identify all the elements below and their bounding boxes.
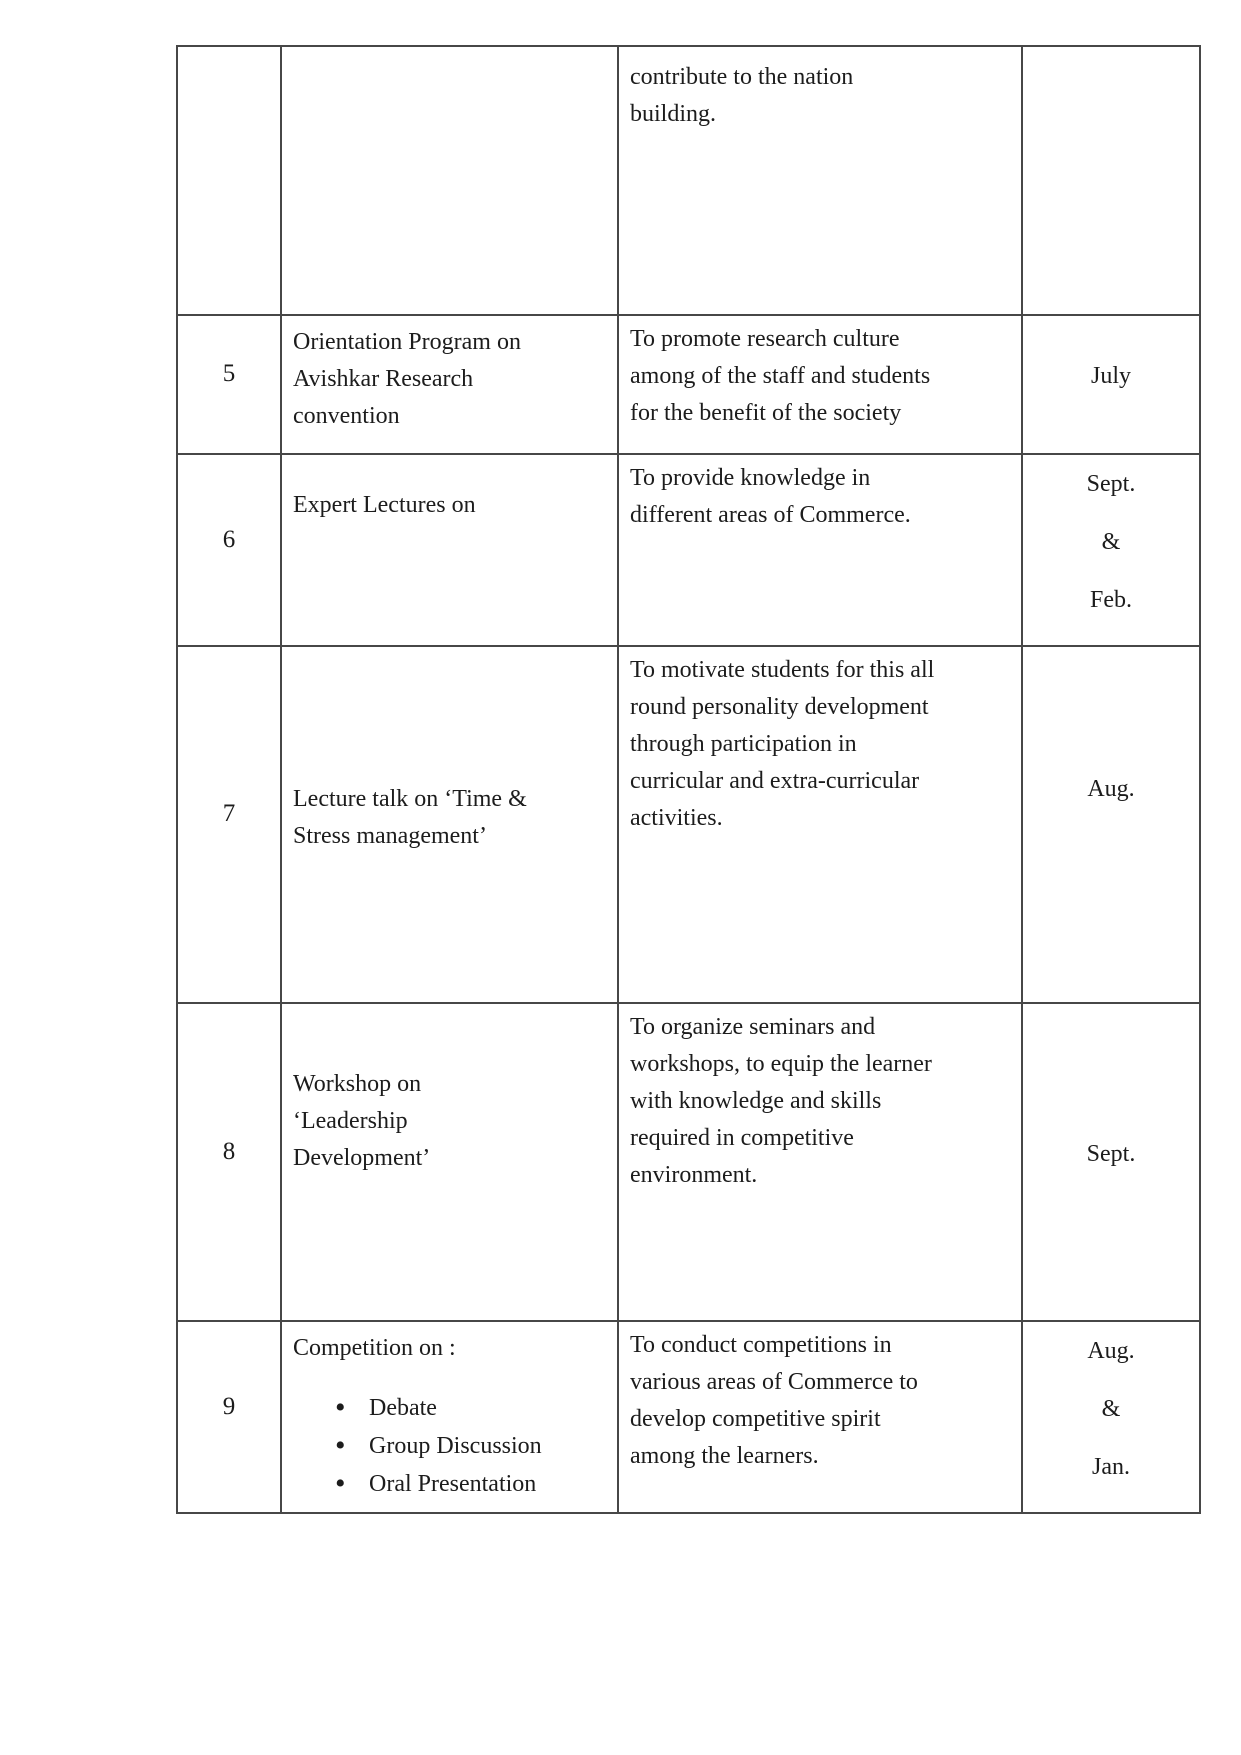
bullet-list-item: • Oral Presentation: [335, 1465, 609, 1503]
month-cell: [1022, 646, 1200, 1003]
objective-line: To conduct competitions in: [630, 1332, 892, 1358]
month-text: Sept.: [1086, 1140, 1136, 1167]
objective-line: To promote research culture: [630, 326, 900, 352]
month-cell: [1022, 454, 1200, 646]
activity-bullet-list: [293, 1389, 609, 1503]
month-text: Jan.: [1092, 1454, 1130, 1480]
bullet-list-item: • Debate: [335, 1389, 609, 1427]
objective-cell: [618, 315, 1022, 454]
table-row-9: [177, 1321, 1200, 1513]
month-text: Aug.: [1087, 776, 1135, 802]
sr-no-cell: [177, 46, 281, 315]
objective-line: activities.: [630, 805, 723, 831]
month-text: Feb.: [1090, 587, 1132, 613]
objective-line: develop competitive spirit: [630, 1406, 881, 1432]
objective-line: among the learners.: [630, 1443, 819, 1469]
month-cell: [1022, 315, 1200, 454]
objective-line: building.: [630, 101, 717, 127]
objective-line: To provide knowledge in: [630, 465, 871, 491]
month-text: Aug.: [1087, 1338, 1135, 1364]
activity-cell-empty: [281, 46, 618, 315]
activity-cell: [281, 454, 618, 646]
objective-line: contribute to the nation: [630, 64, 854, 90]
month-cell: [1022, 1003, 1200, 1321]
objective-line: curricular and extra-curricular: [630, 768, 920, 794]
activity-line: Stress management’: [293, 822, 487, 849]
sr-no-cell: 8: [177, 1003, 281, 1321]
activity-line: Competition on :: [293, 1335, 456, 1361]
objective-line: for the benefit of the society: [630, 400, 902, 426]
activity-cell: [281, 1321, 618, 1513]
activity-cell: [281, 315, 618, 454]
objective-line: environment.: [630, 1162, 758, 1188]
activity-line: Expert Lectures on: [293, 492, 476, 518]
month-ampersand: &: [1101, 529, 1121, 555]
objective-line: To organize seminars and: [630, 1014, 876, 1040]
table-row-8: [177, 1003, 1200, 1321]
objective-line: different areas of Commerce.: [630, 502, 911, 528]
activity-cell: [281, 1003, 618, 1321]
objective-line: round personality development: [630, 694, 929, 720]
activity-line: Lecture talk on ‘Time &: [293, 785, 527, 812]
month-text: Sept.: [1086, 471, 1136, 497]
activity-line: Avishkar Research: [293, 366, 474, 392]
activity-cell: [281, 646, 618, 1003]
objective-line: various areas of Commerce to: [630, 1369, 918, 1395]
objective-line: with knowledge and skills: [630, 1088, 882, 1114]
objective-cell: [618, 46, 1022, 315]
objective-cell: [618, 454, 1022, 646]
objective-line: workshops, to equip the learner: [630, 1051, 932, 1077]
month-ampersand: &: [1101, 1396, 1121, 1422]
objective-line: through participation in: [630, 731, 857, 757]
sr-no-cell: 9: [177, 1321, 281, 1513]
objective-cell: [618, 1321, 1022, 1513]
objective-cell: [618, 646, 1022, 1003]
month-cell: [1022, 1321, 1200, 1513]
month-cell-empty: [1022, 46, 1200, 315]
table-row-5: [177, 315, 1200, 454]
activities-table: [176, 45, 1201, 1514]
objective-line: among of the staff and students: [630, 363, 931, 389]
sr-no-cell: 5: [177, 315, 281, 454]
bullet-list-item: • Group Discussion: [335, 1427, 609, 1465]
sr-no-cell: 6: [177, 454, 281, 646]
objective-line: required in competitive: [630, 1125, 854, 1151]
month-text: July: [1090, 363, 1131, 389]
activity-line: Development’: [293, 1145, 431, 1171]
table-row-7: [177, 646, 1200, 1003]
activity-line: Orientation Program on: [293, 329, 521, 355]
table-row-continuation: [177, 46, 1200, 315]
objective-line: To motivate students for this all: [630, 657, 935, 683]
objective-cell: [618, 1003, 1022, 1321]
table-row-6: [177, 454, 1200, 646]
activity-line: Workshop on: [293, 1071, 422, 1097]
activity-line: convention: [293, 403, 400, 429]
activity-line: ‘Leadership: [293, 1108, 408, 1134]
sr-no-cell: 7: [177, 646, 281, 1003]
